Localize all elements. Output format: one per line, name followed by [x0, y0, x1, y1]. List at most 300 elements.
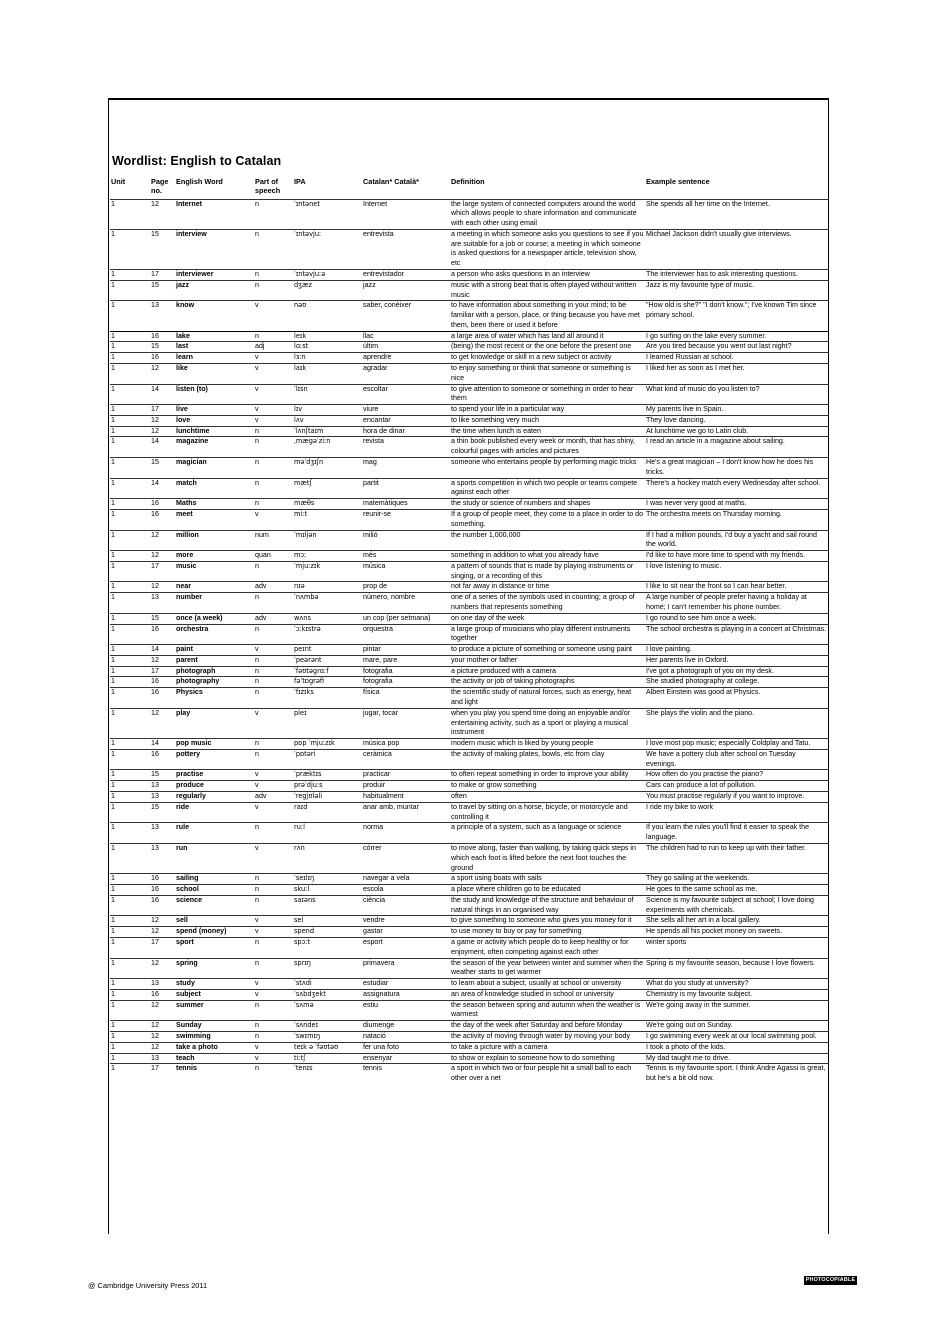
table-row: [110, 437, 829, 458]
cell-example: Are you tired because you went out last night?: [646, 342, 792, 351]
cell-unit: 1: [111, 561, 115, 570]
cell-pos: v: [255, 843, 259, 852]
table-row: [110, 979, 829, 990]
cell-ipa: ˈmjuːzɪk: [294, 561, 321, 570]
cell-pos: v: [255, 781, 259, 790]
header-row: [110, 177, 829, 199]
cell-pos: n: [255, 499, 259, 508]
cell-page: 16: [151, 688, 159, 697]
cell-ipa: ˈseɪlɪŋ: [294, 874, 315, 883]
cell-ipa: fəˈtɒgrəfi: [294, 677, 325, 686]
cell-pos: v: [255, 802, 259, 811]
cell-ipa: leɪk: [294, 331, 307, 340]
cell-catalan: aprendre: [363, 353, 392, 362]
cell-ipa: ˈsʌndeɪ: [294, 1021, 319, 1030]
cell-ipa: ˈswɪmɪŋ: [294, 1032, 321, 1040]
cell-word: magazine: [176, 437, 209, 446]
cell-unit: 1: [111, 405, 115, 414]
cell-ipa: ˈɪntəvjuː: [294, 229, 322, 238]
cell-page: 17: [151, 405, 159, 414]
cell-pos: v: [255, 708, 259, 717]
cell-definition: to use money to buy or pay for something: [451, 927, 582, 936]
cell-page: 16: [151, 749, 159, 758]
cell-example: What do you study at university?: [646, 979, 749, 988]
cell-catalan: música pop: [363, 739, 400, 748]
cell-example: I read an article in a magazine about sailing.: [646, 437, 785, 446]
table-row: [110, 666, 829, 677]
cell-word: like: [176, 364, 188, 372]
table-row: [110, 384, 829, 405]
cell-pos: n: [255, 458, 259, 467]
cell-pos: v: [255, 415, 259, 424]
cell-pos: adv: [255, 613, 267, 622]
table-row: [110, 269, 829, 280]
cell-page: 12: [151, 199, 159, 208]
cell-page: 17: [151, 666, 159, 675]
cell-example: There's a hockey match every Wednesday after school.: [646, 478, 821, 487]
cell-pos: n: [255, 199, 259, 208]
cell-page: 12: [151, 530, 159, 539]
cell-unit: 1: [111, 551, 115, 560]
cell-unit: 1: [111, 688, 115, 697]
table-row: [110, 1032, 829, 1043]
cell-page: 13: [151, 843, 159, 852]
cell-unit: 1: [111, 509, 115, 518]
cell-word: paint: [176, 645, 193, 654]
table-row: [110, 989, 829, 1000]
cell-pos: adv: [255, 792, 267, 801]
cell-page: 14: [151, 384, 159, 393]
cell-catalan: mare, pare: [363, 655, 398, 664]
table-row: [110, 551, 829, 562]
cell-definition: a thin book published every week or month, that has shiny, colourful pages with articles and pictures: [451, 437, 636, 456]
cell-ipa: tiːtʃ: [294, 1053, 306, 1062]
cell-ipa: ˈregjʊləli: [294, 792, 323, 801]
table-row: [110, 1021, 829, 1032]
cell-page: 14: [151, 437, 159, 446]
cell-unit: 1: [111, 1042, 115, 1051]
cell-pos: n: [255, 749, 259, 758]
cell-ipa: məˈdʒɪʃn: [294, 458, 324, 467]
cell-definition: to give something to someone who gives you money for it: [451, 916, 632, 925]
cell-ipa: teɪk ə ˈfəʊtəʊ: [294, 1042, 339, 1051]
cell-page: 13: [151, 979, 159, 988]
cell-catalan: pintar: [363, 645, 381, 654]
cell-ipa: lɜːn: [294, 353, 306, 362]
cell-word: Sunday: [176, 1021, 202, 1030]
cell-pos: n: [255, 437, 259, 446]
cell-example: I took a photo of the kids.: [646, 1042, 726, 1051]
cell-catalan: estudiar: [363, 979, 389, 988]
cell-example: I love listening to music.: [646, 561, 722, 570]
cell-pos: quan: [255, 551, 271, 560]
cell-unit: 1: [111, 895, 115, 904]
cell-definition: a sports competition in which two people or teams compete against each other: [451, 478, 638, 497]
cell-example: He's a great magician – I don't know how he does his tricks.: [646, 458, 814, 476]
cell-page: 16: [151, 509, 159, 518]
table-row: [110, 331, 829, 342]
cell-pos: n: [255, 958, 259, 967]
cell-ipa: ˈnʌmbə: [294, 593, 319, 602]
cell-word: spring: [176, 958, 198, 967]
cell-unit: 1: [111, 655, 115, 664]
cell-ipa: rʌn: [294, 843, 305, 852]
cell-example: I go swimming every week at our local swimming pool.: [646, 1032, 817, 1040]
cell-page: 14: [151, 739, 159, 748]
cell-example: We're going away in the summer.: [646, 1000, 751, 1009]
cell-page: 12: [151, 1032, 159, 1040]
table-row: [110, 280, 829, 301]
cell-page: 12: [151, 415, 159, 424]
cell-definition: to take a picture with a camera: [451, 1042, 548, 1051]
cell-catalan: norma: [363, 823, 384, 832]
table-row: [110, 688, 829, 709]
cell-word: near: [176, 582, 191, 591]
cell-example: Cars can produce a lot of pollution.: [646, 781, 756, 790]
cell-unit: 1: [111, 666, 115, 675]
table-row: [110, 624, 829, 645]
cell-definition: the season between spring and autumn when the weather is warmest: [451, 1000, 641, 1019]
cell-pos: v: [255, 1042, 259, 1051]
cell-unit: 1: [111, 384, 115, 393]
cell-unit: 1: [111, 342, 115, 351]
cell-unit: 1: [111, 749, 115, 758]
table-row: [110, 916, 829, 927]
cell-unit: 1: [111, 989, 115, 998]
cell-ipa: mæθs: [294, 499, 315, 508]
cell-definition: to get knowledge or skill in a new subject or activity: [451, 353, 612, 362]
header-page: Page no.: [151, 177, 169, 196]
cell-word: lake: [176, 331, 190, 340]
table-row: [110, 823, 829, 844]
cell-example: Michael Jackson didn't usually give interviews.: [646, 229, 792, 238]
cell-word: interviewer: [176, 269, 214, 278]
cell-example: Chemistry is my favourite subject.: [646, 989, 753, 998]
page-title: Wordlist: English to Catalan: [112, 154, 282, 168]
cell-ipa: peɪnt: [294, 645, 312, 654]
cell-catalan: fotografia: [363, 677, 393, 686]
cell-pos: n: [255, 331, 259, 340]
cell-word: ride: [176, 802, 190, 811]
cell-definition: to enjoy something or think that someone or something is nice: [451, 364, 631, 382]
cell-catalan: revista: [363, 437, 384, 446]
cell-word: practise: [176, 770, 204, 779]
cell-ipa: skuːl: [294, 885, 310, 894]
cell-unit: 1: [111, 1000, 115, 1009]
cell-definition: the time when lunch is eaten: [451, 426, 541, 435]
cell-unit: 1: [111, 437, 115, 446]
cell-example: She spends all her time on the Internet.: [646, 199, 770, 208]
cell-pos: v: [255, 770, 259, 779]
cell-pos: v: [255, 645, 259, 654]
cell-definition: the number 1,000,000: [451, 530, 521, 539]
cell-unit: 1: [111, 874, 115, 883]
cell-page: 16: [151, 885, 159, 894]
cell-example: If I had a million pounds, I'd buy a yacht and sail round the world.: [646, 530, 817, 549]
cell-page: 12: [151, 1021, 159, 1030]
cell-word: orchestra: [176, 624, 209, 633]
cell-catalan: agradar: [363, 364, 388, 372]
cell-unit: 1: [111, 1064, 115, 1073]
cell-definition: one of a series of the symbols used in counting; a group of numbers that represents something: [451, 593, 635, 611]
cell-example: I learned Russian at school.: [646, 353, 734, 362]
cell-word: spend (money): [176, 927, 227, 936]
cell-definition: a picture produced with a camera: [451, 666, 556, 675]
cell-example: "How old is she?" "I don't know."; I've known Tim since primary school.: [646, 301, 817, 320]
table-row: [110, 1042, 829, 1053]
cell-page: 12: [151, 958, 159, 967]
cell-definition: a large area of water which has land all around it: [451, 331, 604, 340]
cell-catalan: entrevista: [363, 229, 394, 238]
cell-catalan: primavera: [363, 958, 395, 967]
cell-unit: 1: [111, 229, 115, 238]
cell-example: I like to sit near the front so I can hear better.: [646, 582, 787, 591]
cell-page: 15: [151, 770, 159, 779]
cell-catalan: un cop (per setmana): [363, 613, 431, 622]
cell-definition: to often repeat something in order to improve your ability: [451, 770, 629, 779]
table-row: [110, 739, 829, 750]
cell-definition: a place where children go to be educated: [451, 885, 581, 894]
cell-unit: 1: [111, 958, 115, 967]
cell-catalan: navegar a vela: [363, 874, 410, 883]
table-row: [110, 927, 829, 938]
cell-pos: n: [255, 874, 259, 883]
cell-word: teach: [176, 1053, 195, 1062]
cell-catalan: últim: [363, 342, 378, 351]
cell-catalan: produir: [363, 781, 386, 790]
table-row: [110, 593, 829, 614]
table-row: [110, 499, 829, 510]
table-row: [110, 405, 829, 416]
cell-unit: 1: [111, 530, 115, 539]
cell-definition: the activity of moving through water by moving your body: [451, 1032, 631, 1040]
cell-pos: n: [255, 269, 259, 278]
cell-example: We're going out on Sunday.: [646, 1021, 733, 1030]
cell-example: I've got a photograph of you on my desk.: [646, 666, 774, 675]
cell-pos: n: [255, 1064, 259, 1073]
cell-pos: v: [255, 989, 259, 998]
cell-ipa: miːt: [294, 509, 308, 518]
cell-catalan: vendre: [363, 916, 385, 925]
cell-pos: adv: [255, 582, 267, 591]
cell-definition: the season of the year between winter and summer when the weather starts to get warmer: [451, 958, 644, 977]
cell-page: 13: [151, 781, 159, 790]
table-row: [110, 509, 829, 530]
cell-ipa: ˈpɒtəri: [294, 749, 316, 758]
copyright-footer: @ Cambridge University Press 2011: [88, 1281, 208, 1290]
cell-definition: to have information about something in your mind; to be familiar with a person, place, or thing because you have met them, been there or used it before: [451, 301, 640, 329]
cell-ipa: laɪk: [294, 364, 307, 372]
cell-example: She studied photography at college.: [646, 677, 760, 686]
cell-unit: 1: [111, 885, 115, 894]
cell-page: 16: [151, 499, 159, 508]
cell-ipa: mætʃ: [294, 478, 312, 487]
cell-ipa: ˈtenɪs: [294, 1064, 313, 1073]
cell-unit: 1: [111, 331, 115, 340]
cell-unit: 1: [111, 1032, 115, 1040]
cell-page: 15: [151, 229, 159, 238]
cell-definition: to show or explain to someone how to do something: [451, 1053, 615, 1062]
cell-unit: 1: [111, 364, 115, 372]
wordlist-table: [110, 177, 829, 1084]
cell-page: 13: [151, 593, 159, 602]
table-row: [110, 342, 829, 353]
cell-definition: when you play you spend time doing an enjoyable and/or entertaining activity, such as a sport or playing a musical instrument: [451, 708, 631, 737]
table-row: [110, 802, 829, 823]
header-pos: Part of speech: [255, 177, 281, 196]
cell-word: subject: [176, 989, 201, 998]
cell-pos: n: [255, 885, 259, 894]
cell-word: million: [176, 530, 199, 539]
table-row: [110, 770, 829, 781]
cell-pos: v: [255, 301, 259, 310]
cell-example: I go surfing on the lake every summer.: [646, 331, 767, 340]
table-row: [110, 415, 829, 426]
cell-pos: n: [255, 561, 259, 570]
cell-catalan: llac: [363, 331, 374, 340]
table-row: [110, 301, 829, 331]
cell-page: 16: [151, 895, 159, 904]
cell-ipa: lɑːst: [294, 342, 309, 351]
cell-page: 16: [151, 353, 159, 362]
cell-definition: to travel by sitting on a horse, bicycle, or motorcycle and controlling it: [451, 802, 628, 821]
cell-pos: n: [255, 655, 259, 664]
cell-definition: the day of the week after Saturday and before Monday: [451, 1021, 623, 1030]
cell-pos: num: [255, 530, 269, 539]
cell-word: love: [176, 415, 191, 424]
cell-page: 16: [151, 331, 159, 340]
cell-ipa: ˈsʌmə: [294, 1000, 314, 1009]
cell-definition: the scientific study of natural forces, such as energy, heat and light: [451, 688, 632, 706]
cell-word: Physics: [176, 688, 203, 697]
cell-pos: n: [255, 1000, 259, 1009]
cell-pos: n: [255, 280, 259, 289]
cell-ipa: lɪv: [294, 405, 303, 414]
cell-definition: not far away in distance or time: [451, 582, 550, 591]
cell-pos: adj: [255, 342, 265, 351]
cell-page: 16: [151, 677, 159, 686]
cell-catalan: escoltar: [363, 384, 388, 393]
cell-page: 12: [151, 426, 159, 435]
table-row: [110, 1053, 829, 1064]
cell-word: school: [176, 885, 199, 894]
table-row: [110, 613, 829, 624]
table-row: [110, 530, 829, 551]
cell-word: sell: [176, 916, 188, 925]
table-row: [110, 677, 829, 688]
cell-ipa: ˈmɪljən: [294, 530, 317, 539]
cell-pos: n: [255, 624, 259, 633]
header-ipa: IPA: [294, 177, 306, 186]
cell-word: regularly: [176, 792, 206, 801]
cell-example: I ride my bike to work: [646, 802, 714, 811]
cell-pos: n: [255, 823, 259, 832]
cell-catalan: entrevistador: [363, 269, 405, 278]
cell-word: lunchtime: [176, 426, 210, 435]
cell-ipa: sprɪŋ: [294, 958, 311, 967]
cell-word: tennis: [176, 1064, 197, 1073]
table-row: [110, 885, 829, 896]
cell-word: meet: [176, 509, 193, 518]
cell-page: 12: [151, 708, 159, 717]
cell-example: Her parents live in Oxford.: [646, 655, 729, 664]
cell-page: 17: [151, 1064, 159, 1073]
cell-unit: 1: [111, 582, 115, 591]
cell-ipa: ˈpeərənt: [294, 655, 322, 664]
cell-unit: 1: [111, 426, 115, 435]
cell-definition: (being) the most recent or the one before the present one: [451, 342, 632, 351]
cell-example: winter sports: [646, 937, 687, 946]
cell-page: 12: [151, 582, 159, 591]
cell-pos: v: [255, 916, 259, 925]
cell-page: 17: [151, 937, 159, 946]
cell-word: parent: [176, 655, 198, 664]
cell-definition: an area of knowledge studied in school or university: [451, 989, 614, 998]
table-row: [110, 655, 829, 666]
cell-word: music: [176, 561, 197, 570]
header-catalan: Catalan* Català*: [363, 177, 419, 186]
cell-definition: a game or activity which people do to keep healthy or for enjoyment, often competing against each other: [451, 937, 629, 956]
cell-ipa: ruːl: [294, 823, 305, 832]
cell-definition: often: [451, 792, 467, 801]
cell-page: 12: [151, 551, 159, 560]
cell-example: I love most pop music; especially Coldplay and Tatu.: [646, 739, 811, 748]
cell-catalan: milió: [363, 530, 378, 539]
cell-page: 15: [151, 280, 159, 289]
cell-page: 16: [151, 874, 159, 883]
cell-catalan: matemàtiques: [363, 499, 408, 508]
table-row: [110, 749, 829, 770]
cell-definition: to move along, faster than walking, by taking quick steps in which each foot is lifted before the next foot touches the ground: [451, 843, 636, 872]
cell-example: The orchestra meets on Thursday morning.: [646, 509, 782, 518]
cell-page: 17: [151, 561, 159, 570]
cell-definition: to give attention to someone or something in order to hear them: [451, 384, 634, 403]
cell-example: The children had to run to keep up with their father.: [646, 843, 807, 852]
cell-word: sport: [176, 937, 194, 946]
cell-definition: someone who entertains people by performing magic tricks: [451, 458, 637, 467]
cell-ipa: spɔːt: [294, 937, 311, 946]
cell-word: swimming: [176, 1032, 211, 1040]
cell-word: run: [176, 843, 188, 852]
cell-ipa: ˈfɪzɪks: [294, 688, 314, 697]
cell-pos: n: [255, 478, 259, 487]
cell-catalan: diumenge: [363, 1021, 395, 1030]
cell-definition: If a group of people meet, they come to a place in order to do something.: [451, 509, 644, 528]
cell-page: 15: [151, 802, 159, 811]
cell-word: learn: [176, 353, 193, 362]
cell-page: 17: [151, 269, 159, 278]
cell-pos: n: [255, 677, 259, 686]
cell-word: summer: [176, 1000, 204, 1009]
cell-word: number: [176, 593, 203, 602]
header-definition: Definition: [451, 177, 485, 186]
cell-ipa: ˈɪntəvjuːə: [294, 269, 326, 278]
cell-catalan: saber, conèixer: [363, 301, 412, 310]
cell-pos: n: [255, 666, 259, 675]
cell-catalan: estiu: [363, 1000, 378, 1009]
cell-ipa: nəʊ: [294, 301, 307, 310]
cell-definition: the activity or job of taking photographs: [451, 677, 575, 686]
cell-word: jazz: [176, 280, 190, 289]
cell-catalan: música: [363, 561, 386, 570]
cell-word: science: [176, 895, 203, 904]
cell-definition: to like something very much: [451, 415, 539, 424]
cell-example: We have a pottery club after school on Tuesday evenings.: [646, 749, 796, 768]
cell-ipa: nɪə: [294, 582, 305, 591]
cell-unit: 1: [111, 645, 115, 654]
cell-definition: the activity of making plates, bowls, etc from clay: [451, 749, 605, 758]
cell-example: Albert Einstein was good at Physics.: [646, 688, 761, 697]
